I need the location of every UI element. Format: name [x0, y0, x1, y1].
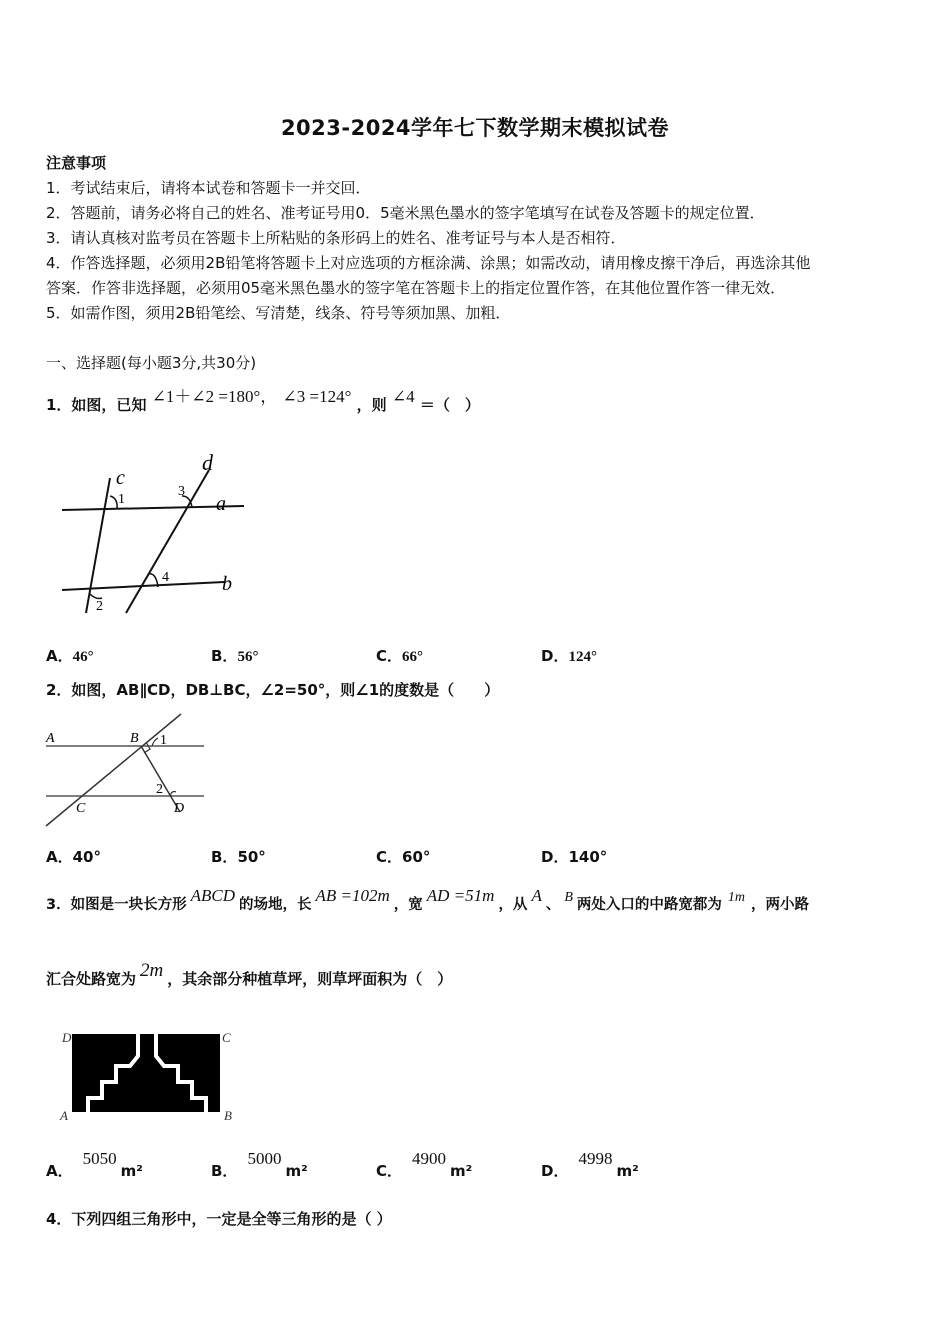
q3-text-5: 、: [545, 897, 561, 913]
angle-1-arc: [152, 738, 158, 746]
q3-math-width: AD =51m: [426, 886, 495, 905]
option-letter: D．: [541, 848, 569, 866]
label-A: A: [60, 1108, 68, 1123]
q3-stem-line-1: [46, 886, 810, 914]
label-B: B: [224, 1108, 232, 1123]
q3-text-2: 的场地，长: [238, 897, 312, 913]
q2-option-d[interactable]: [541, 846, 607, 867]
label-a: a: [216, 493, 226, 515]
q3-option-b[interactable]: [211, 1149, 308, 1181]
q2-option-c[interactable]: [376, 846, 430, 867]
q3-text-8: 汇合处路宽为: [46, 970, 137, 988]
label-C: C: [76, 801, 86, 816]
q3-math-length: AB =102m: [315, 886, 390, 905]
q1-option-c[interactable]: [376, 645, 423, 666]
q1-condition-1: ∠1＋∠2 =180°，: [151, 387, 278, 406]
notice-heading: 注意事项: [46, 154, 107, 172]
q3-option-a[interactable]: [46, 1149, 143, 1181]
notice-item-3: 3．请认真核对监考员在答题卡上所粘贴的条形码上的姓名、准考证号与本人是否相符．: [46, 229, 626, 247]
option-letter: D．: [541, 1162, 569, 1180]
label-D: D: [62, 1030, 72, 1045]
notice-item-4-cont: 答案．作答非选择题，必须用05毫米黑色墨水的签字笔在答题卡上的指定位置作答，在其他位置作答一律无效．: [46, 279, 786, 297]
q3-math-a: A: [531, 886, 542, 905]
notice-item-4: 4．作答选择题，必须用2B铅笔将答题卡上对应选项的方框涂满、涂黑；如需改动，请用橡皮擦干净后，再选涂其他: [46, 254, 811, 272]
label-c: c: [116, 467, 125, 489]
option-value: 5050: [82, 1149, 117, 1168]
q3-stem-line-2: [46, 960, 453, 990]
label-B: B: [130, 731, 139, 746]
q3-option-d[interactable]: [541, 1149, 639, 1181]
label-C: C: [222, 1030, 231, 1045]
notice-item-5: 5．如需作图，须用2B铅笔绘、写清楚，线条、符号等须加黑、加粗．: [46, 304, 511, 322]
option-value: 124°: [568, 649, 597, 665]
option-letter: A．: [46, 1162, 73, 1180]
q3-text-4: ，从: [498, 897, 528, 913]
label-d: d: [202, 450, 213, 475]
q3-option-c[interactable]: [376, 1149, 473, 1181]
q2-stem: 2．如图，AB∥CD，DB⊥BC，∠2=50°，则∠1的度数是（ ）: [46, 681, 500, 699]
page-title: 2023-2024学年七下数学期末模拟试卷: [280, 116, 670, 140]
option-letter: A．: [46, 647, 73, 665]
option-unit: m²: [450, 1162, 473, 1180]
q3-math-b: B: [564, 890, 573, 905]
q1-option-b[interactable]: [211, 645, 258, 666]
option-unit: m²: [616, 1162, 639, 1180]
option-letter: A．: [46, 848, 73, 866]
q3-math-rect: ABCD: [190, 886, 235, 905]
q3-text-7: ，两小路: [751, 897, 810, 913]
option-unit: m²: [285, 1162, 308, 1180]
label-D: D: [174, 801, 185, 816]
label-angle-1: 1: [160, 733, 167, 748]
q3-text-1: 3．如图是一块长方形: [46, 897, 187, 913]
notice-item-2: 2．答题前，请务必将自己的姓名、准考证号用0．5毫米黑色墨水的签字笔填写在试卷及答题卡的规定位置．: [46, 204, 765, 222]
option-letter: C．: [376, 647, 403, 665]
field-rect: [72, 1034, 220, 1112]
q3-math-path-width: 1m: [727, 890, 746, 905]
q2-option-a[interactable]: [46, 846, 101, 867]
q1-option-d[interactable]: [541, 645, 597, 666]
line-bc: [46, 714, 181, 826]
q1-suffix: ＝（ ）: [419, 396, 480, 414]
option-value: 5000: [247, 1149, 282, 1168]
option-letter: B．: [211, 848, 238, 866]
line-c: [86, 478, 110, 613]
q3-figure: [58, 1026, 244, 1124]
q3-text-3: ，宽: [393, 897, 423, 913]
option-letter: B．: [211, 647, 238, 665]
option-letter: B．: [211, 1162, 238, 1180]
option-value: 4900: [412, 1149, 447, 1168]
label-b: b: [222, 573, 232, 595]
notice-item-1: 1．考试结束后，请将本试卷和答题卡一并交回．: [46, 179, 371, 197]
option-value: 40°: [72, 848, 101, 866]
line-d: [126, 470, 209, 613]
angle-1-arc: [110, 496, 117, 509]
q1-condition-2: ∠3 =124°: [282, 387, 352, 406]
label-angle-1: 1: [118, 492, 125, 507]
label-A: A: [46, 731, 55, 746]
q2-figure: [44, 712, 206, 830]
label-angle-2: 2: [156, 782, 163, 797]
label-angle-4: 4: [162, 570, 169, 585]
q1-mid: ，则: [356, 396, 387, 414]
option-value: 60°: [402, 848, 431, 866]
option-value: 56°: [237, 649, 259, 665]
q3-text-9: ，其余部分种植草坪，则草坪面积为（ ）: [167, 970, 453, 988]
section-heading: 一、选择题(每小题3分,共30分): [46, 354, 257, 372]
option-letter: D．: [541, 647, 569, 665]
q1-prefix: 1．如图，已知: [46, 396, 147, 414]
q1-figure: [44, 448, 254, 618]
q4-stem: 4．下列四组三角形中，一定是全等三角形的是（ ）: [46, 1210, 392, 1228]
option-value: 46°: [72, 649, 94, 665]
q1-option-a[interactable]: [46, 645, 94, 666]
option-letter: C．: [376, 1162, 403, 1180]
option-value: 140°: [568, 848, 608, 866]
q1-stem: [46, 387, 480, 415]
option-letter: C．: [376, 848, 403, 866]
option-value: 4998: [578, 1149, 613, 1168]
label-angle-2: 2: [96, 599, 103, 614]
q3-text-6: 两处入口的中路宽都为: [576, 897, 722, 913]
q3-math-junction: 2m: [140, 960, 164, 981]
angle-2-arc: [90, 594, 102, 599]
label-angle-3: 3: [178, 484, 185, 499]
option-value: 66°: [402, 649, 424, 665]
q1-target: ∠4: [391, 387, 415, 406]
q2-option-b[interactable]: [211, 846, 266, 867]
option-unit: m²: [120, 1162, 143, 1180]
option-value: 50°: [237, 848, 266, 866]
